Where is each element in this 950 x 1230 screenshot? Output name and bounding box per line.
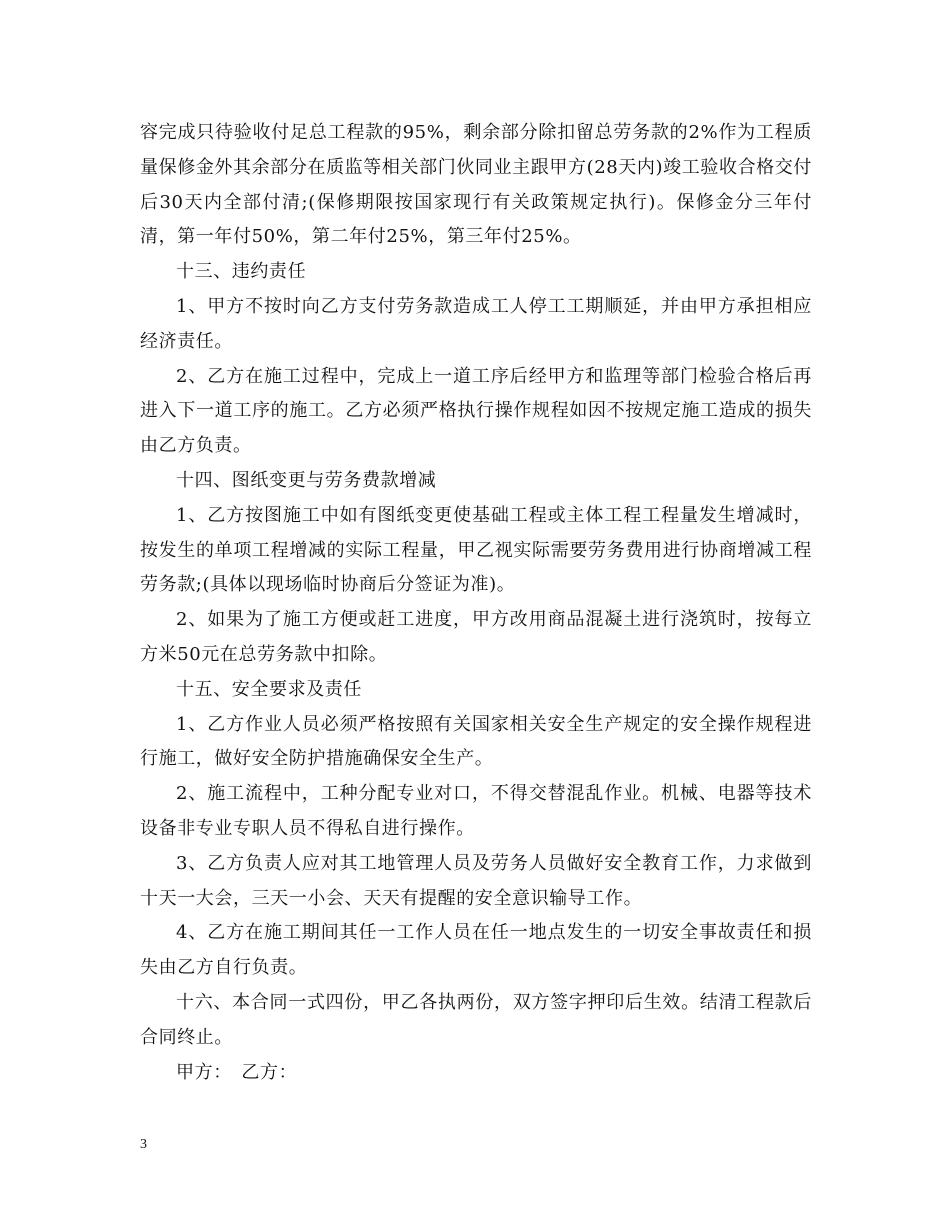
paragraph-payment-terms: 容完成只待验收付足总工程款的95%，剩余部分除扣留总劳务款的2%作为工程质量保修金外其余部分在质监等相关部门伙同业主跟甲方(28天内)竣工验收合格交付后30天内全部付清;(保修期限按国家现行有关政策规定执行)。保修金分三年付清，第一年付50%，第二年付25%，第三年付25%。 [140, 122, 812, 248]
paragraph-safety-1: 1、乙方作业人员必须严格按照有关国家相关安全生产规定的安全操作规程进行施工，做好安全防护措施确保安全生产。 [140, 713, 812, 770]
paragraph-safety-3: 3、乙方负责人应对其工地管理人员及劳务人员做好安全教育工作，力求做到十天一大会，三天一小会、天天有提醒的安全意识输导工作。 [140, 852, 812, 909]
paragraph-contract-copies: 十六、本合同一式四份，甲乙各执两份，双方签字押印后生效。结清工程款后合同终止。 [140, 991, 812, 1048]
paragraph-changes-1: 1、乙方按图施工中如有图纸变更使基础工程或主体工程工程量发生增减时，按发生的单项工程增减的实际工程量，甲乙视实际需要劳务费用进行协商增减工程劳务款;(具体以现场临时协商后分签证为准)。 [140, 504, 812, 596]
signature-line: 甲方： 乙方： [176, 1061, 298, 1083]
paragraph-safety-4: 4、乙方在施工期间其任一工作人员在任一地点发生的一切安全事故责任和损失由乙方自行负责。 [140, 922, 812, 979]
section-heading-drawing-changes: 十四、图纸变更与劳务费款增减 [176, 469, 437, 491]
paragraph-safety-2: 2、施工流程中，工种分配专业对口，不得交替混乱作业。机械、电器等技术设备非专业专职人员不得私自进行操作。 [140, 783, 812, 839]
paragraph-changes-2: 2、如果为了施工方便或赶工进度，甲方改用商品混凝土进行浇筑时，按每立方米50元在总劳务款中扣除。 [140, 609, 812, 665]
section-heading-breach-liability: 十三、违约责任 [176, 261, 307, 283]
paragraph-breach-1: 1、甲方不按时向乙方支付劳务款造成工人停工工期顺延，并由甲方承担相应经济责任。 [140, 295, 812, 352]
paragraph-breach-2: 2、乙方在施工过程中，完成上一道工序后经甲方和监理等部门检验合格后再进入下一道工序的施工。乙方必须严格执行操作规程如因不按规定施工造成的损失由乙方负责。 [140, 365, 812, 457]
document-body [140, 116, 812, 1090]
section-heading-safety: 十五、安全要求及责任 [176, 678, 362, 700]
page-number: 3 [140, 1137, 147, 1152]
